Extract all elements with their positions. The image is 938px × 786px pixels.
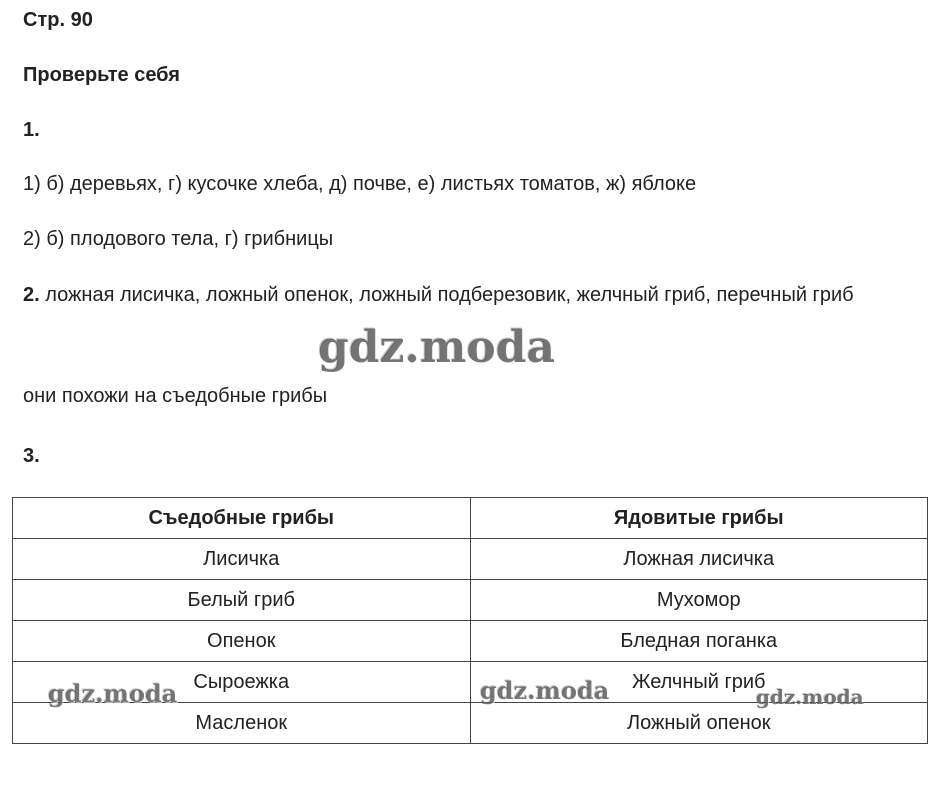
table-cell-poisonous: Ложная лисичка — [470, 539, 928, 580]
task1-number: 1. — [23, 119, 40, 141]
page-label: Стр. 90 — [23, 9, 93, 31]
watermark-small-right: gdz.moda — [756, 685, 864, 709]
table-cell-edible: Лисичка — [13, 539, 471, 580]
header-poisonous: Ядовитые грибы — [470, 498, 928, 539]
header-edible: Съедобные грибы — [13, 498, 471, 539]
table-cell-edible: Сыроежка — [13, 662, 471, 703]
table-cell-edible: Опенок — [13, 621, 471, 662]
task1-answer-1: 1) б) деревьях, г) кусочке хлеба, д) почве, е) листьях томатов, ж) яблоке — [23, 173, 697, 195]
table-cell-poisonous: Бледная поганка — [470, 621, 928, 662]
table-row — [13, 539, 928, 580]
table-cell-edible: Белый гриб — [13, 580, 471, 621]
table-row — [13, 662, 928, 703]
task2-text: ложная лисичка, ложный опенок, ложный подберезовик, желчный гриб, перечный гриб — [45, 284, 854, 306]
task1-answer-2: 2) б) плодового тела, г) грибницы — [23, 228, 334, 250]
section-title: Проверьте себя — [23, 64, 180, 86]
watermark-small-left: gdz.moda — [48, 679, 178, 708]
table-row — [13, 621, 928, 662]
table-cell-poisonous: Ложный опенок — [470, 703, 928, 744]
table-cell-poisonous: Желчный гриб — [470, 662, 928, 703]
task3-number: 3. — [23, 445, 40, 467]
table-row — [13, 580, 928, 621]
table-cell-poisonous: Мухомор — [470, 580, 928, 621]
task2-paragraph — [23, 276, 915, 314]
table-row — [13, 703, 928, 744]
table-cell-edible: Масленок — [13, 703, 471, 744]
watermark-main: gdz.moda — [318, 322, 556, 373]
mushroom-table — [12, 497, 928, 744]
task2-note: они похожи на съедобные грибы — [23, 385, 328, 407]
watermark-small-center: gdz.moda — [480, 676, 610, 705]
table-header-row — [13, 498, 928, 539]
task2-number: 2. — [23, 284, 40, 306]
